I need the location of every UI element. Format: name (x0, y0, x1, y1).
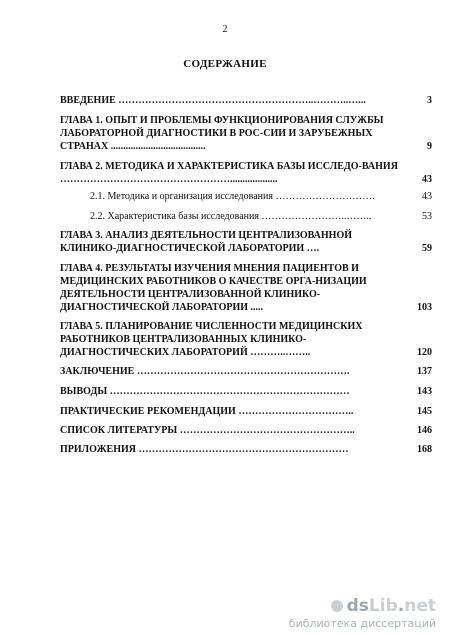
logo-part: . (397, 596, 405, 616)
toc-entry-page: 146 (417, 425, 432, 436)
toc-entry-page: 3 (427, 95, 432, 106)
toc-entry-text: ГЛАВА 3. АНАЛИЗ ДЕЯТЕЛЬНОСТИ ЦЕНТРАЛИЗОВАННОЙ КЛИНИКО-ДИАГНОСТИЧЕСКОЙ ЛАБОРАТОРИИ …. (60, 230, 353, 254)
toc-entry-page: 43 (422, 174, 432, 185)
toc-entry-chapter-2 (60, 160, 432, 186)
toc-entry-section-2-2 (90, 210, 432, 223)
toc-entry-text: 2.1. Методика и организация исследования ………………………… (90, 191, 376, 202)
toc-entry-conclusion (60, 365, 432, 378)
watermark-logo (289, 596, 436, 616)
toc-entry-chapter-3 (60, 229, 432, 255)
toc-entry-page: 168 (417, 444, 432, 455)
toc-entry-page: 143 (417, 386, 432, 397)
toc-entry-text: ГЛАВА 4. РЕЗУЛЬТАТЫ ИЗУЧЕНИЯ МНЕНИЯ ПАЦИЕНТОВ И МЕДИЦИНСКИХ РАБОТНИКОВ О КАЧЕСТВЕ ОРГА-НИЗАЦИИ ДЕЯТЕЛЬНОСТИ ЦЕНТРАЛИЗОВАННОЙ КЛИНИКО-ДИАГНОСТИЧЕСКОЙ ЛАБОРАТОРИИ ..... (60, 263, 367, 313)
toc-entry-page: 9 (427, 141, 432, 152)
toc-entry-references (60, 424, 432, 437)
toc-entry-text: ВВЕДЕНИЕ …………………………………………………..………..…... (60, 95, 366, 106)
toc-entry-page: 137 (417, 366, 432, 377)
logo-part: net (404, 596, 436, 616)
logo-part: ds (346, 596, 369, 616)
toc-entry-introduction (60, 94, 432, 107)
toc-entry-page: 145 (417, 406, 432, 417)
toc-entry-chapter-1 (60, 114, 432, 153)
toc-entry-appendices (60, 443, 432, 456)
toc-entry-text: ГЛАВА 2. МЕТОДИКА И ХАРАКТЕРИСТИКА БАЗЫ ИССЛЕДО-ВАНИЯ ……………………………………………................... (60, 161, 398, 185)
toc-entry-text: ГЛАВА 1. ОПЫТ И ПРОБЛЕМЫ ФУНКЦИОНИРОВАНИЯ СЛУЖБЫ ЛАБОРАТОРНОЙ ДИАГНОСТИКИ В РОС-СИИ И ЗАРУБЕЖНЫХ СТРАНАХ ...................................... (60, 115, 384, 152)
logo-dot-icon (331, 600, 343, 612)
toc-entry-page: 120 (417, 347, 432, 358)
toc-entry-page: 59 (422, 243, 432, 254)
toc-entry-text: ПРАКТИЧЕСКИЕ РЕКОМЕНДАЦИИ …………………………….. (60, 406, 354, 417)
page-number: 2 (222, 24, 228, 35)
watermark (289, 596, 436, 630)
toc-entry-text: 2.2. Характеристика базы исследования ……………………..…….. (90, 211, 372, 222)
toc-entry-findings (60, 385, 432, 398)
toc-entry-page: 53 (422, 211, 432, 222)
toc-entry-text: ВЫВОДЫ ……………………………………………………………… (60, 386, 350, 397)
toc-entry-page: 103 (417, 302, 432, 313)
logo-part: Lib (368, 596, 398, 616)
watermark-subtitle: библиотека диссертаций (288, 617, 436, 630)
toc-entry-chapter-5 (60, 320, 432, 359)
toc-entry-recommendations (60, 405, 432, 418)
toc-entry-page: 43 (422, 191, 432, 202)
toc-entry-text: СПИСОК ЛИТЕРАТУРЫ …………………………………………….. (60, 425, 355, 436)
toc-entry-section-2-1 (90, 190, 432, 203)
toc-title: СОДЕРЖАНИЕ (183, 58, 267, 70)
toc-entry-text: ПРИЛОЖЕНИЯ ……………………………………………………… (60, 444, 349, 455)
toc-entry-chapter-4 (60, 262, 432, 314)
toc-entry-text: ГЛАВА 5. ПЛАНИРОВАНИЕ ЧИСЛЕННОСТИ МЕДИЦИНСКИХ РАБОТНИКОВ ЦЕНТРАЛИЗОВАННЫХ КЛИНИКО-ДИАГНОСТИЧЕСКИХ ЛАБОРАТОРИЙ ………..…….. (60, 321, 363, 358)
toc-entry-text: ЗАКЛЮЧЕНИЕ ………………………………………………………. (60, 366, 350, 377)
